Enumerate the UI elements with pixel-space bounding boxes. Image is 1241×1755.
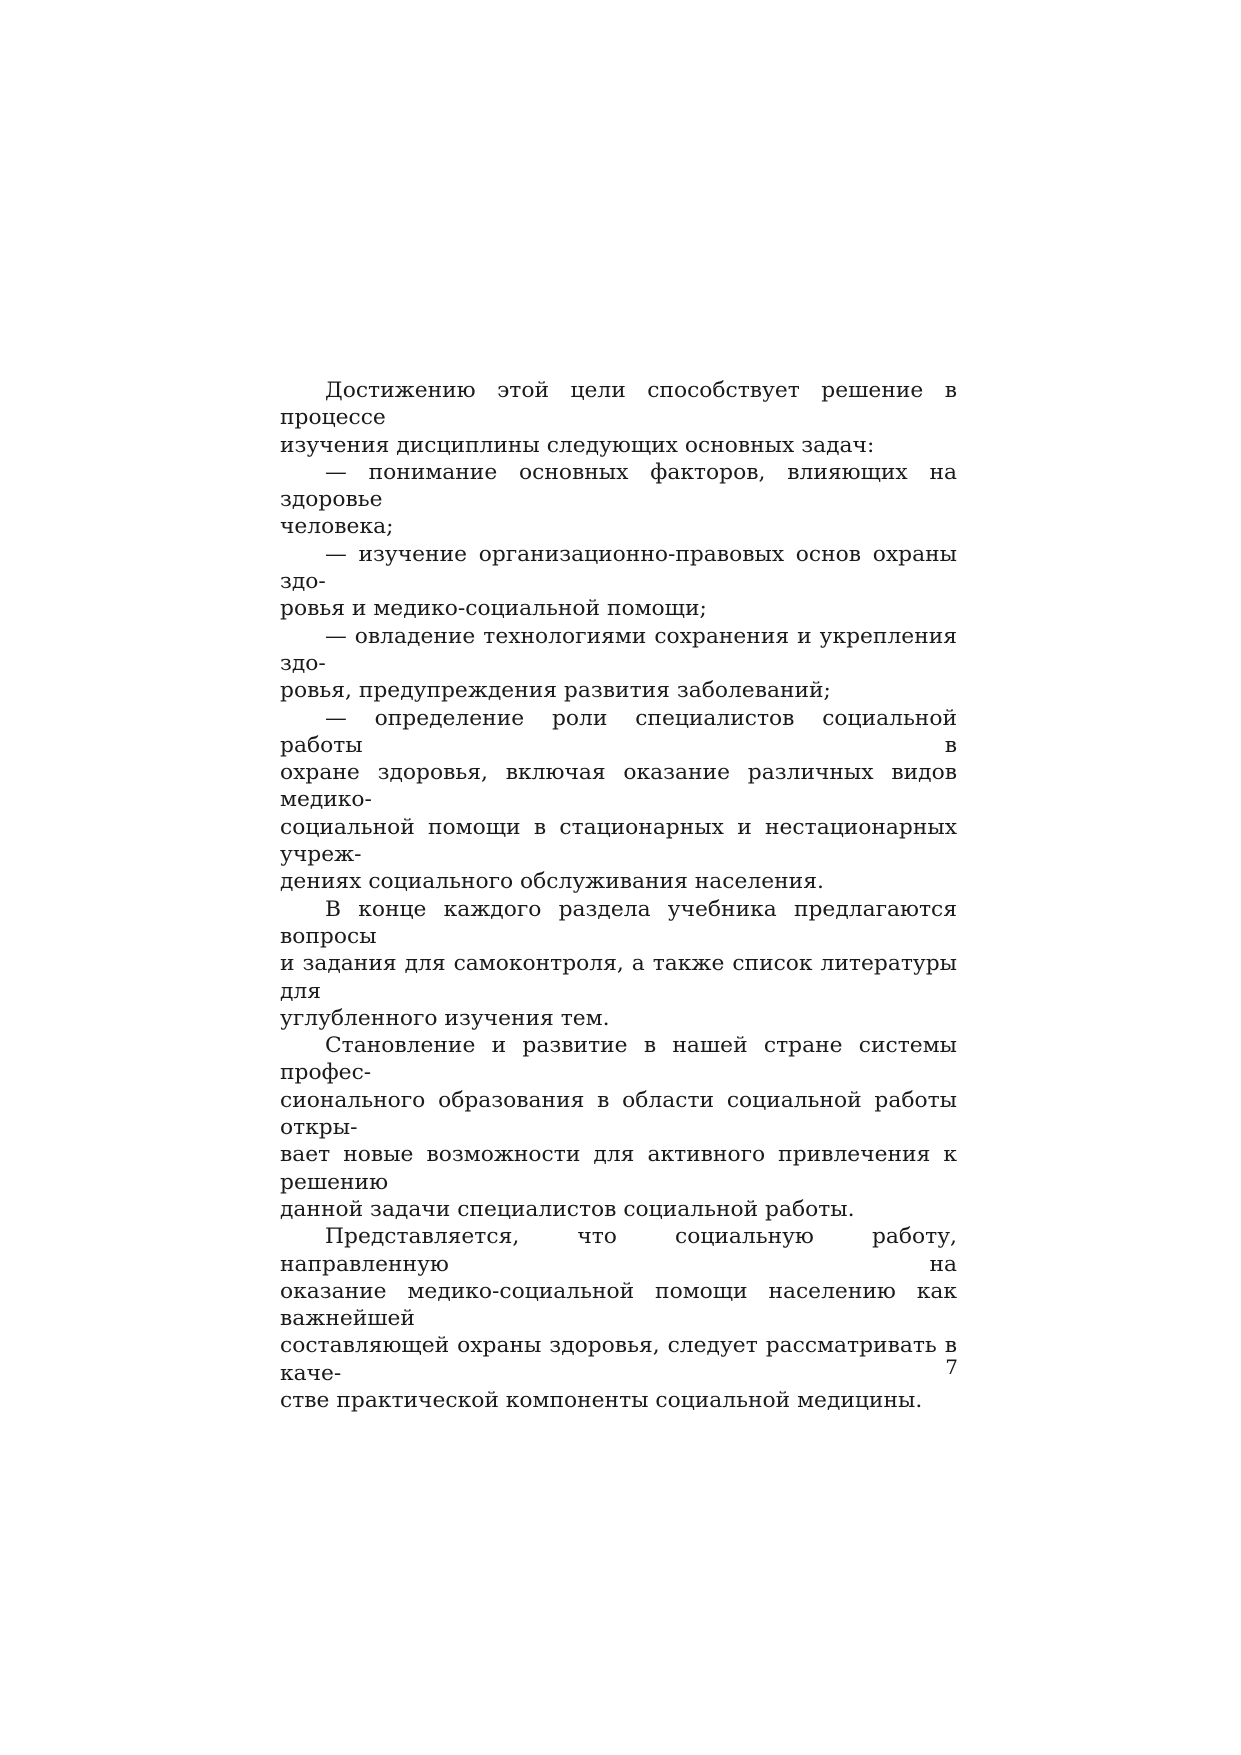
paragraph-7 [280,1032,957,1223]
paragraph-line: В конце каждого раздела учебника предлагаются вопросы [280,896,957,949]
paragraph-line: оказание медико-социальной помощи населению как важнейшей [280,1278,957,1332]
paragraph-line: изучения дисциплины следующих основных задач: [280,432,875,458]
paragraph-8 [280,1223,957,1414]
paragraph-line: вает новые возможности для активного привлечения к решению [280,1142,957,1195]
paragraph-line: человека; [280,514,394,540]
paragraph-line: углубленного изучения тем. [280,1005,610,1031]
paragraph-line: дениях социального обслуживания населения. [280,869,824,895]
paragraph-line: охране здоровья, включая оказание различных видов медико- [280,760,957,813]
paragraph-line: Представляется, что социальную работу, направленную на [280,1224,957,1277]
paragraph-line: — понимание основных факторов, влияющих на здоровье [280,459,957,513]
paragraph-2 [280,459,957,541]
paragraph-line: Становление и развитие в нашей стране системы профес- [280,1033,957,1086]
paragraph-line: Достижению этой цели способствует решение в процессе [280,378,957,431]
paragraph-line: ровья, предупреждения развития заболеваний; [280,678,831,704]
paragraph-line: — овладение технологиями сохранения и укрепления здо- [280,623,957,676]
paragraph-line: — определение роли специалистов социальной работы в [280,705,957,758]
paragraph-line: составляющей охраны здоровья, следует рассматривать в каче- [280,1333,957,1386]
paragraph-line: и задания для самоконтроля, а также список литературы для [280,951,957,1004]
paragraph-line: стве практической компоненты социальной медицины. [280,1387,923,1413]
page-number: 7 [945,1355,958,1379]
paragraph-line: — изучение организационно-правовых основ охраны здо- [280,541,957,595]
paragraph-1 [280,377,957,459]
paragraph-line: сионального образования в области социальной работы откры- [280,1087,957,1141]
paragraph-line: данной задачи специалистов социальной работы. [280,1196,855,1222]
paragraph-line: социальной помощи в стационарных и нестационарных учреж- [280,814,957,868]
paragraph-5 [280,705,957,896]
paragraph-6 [280,896,957,1032]
paragraph-line: ровья и медико-социальной помощи; [280,596,707,622]
body-text [280,377,957,1414]
paragraph-3 [280,541,957,623]
paragraph-4 [280,623,957,705]
